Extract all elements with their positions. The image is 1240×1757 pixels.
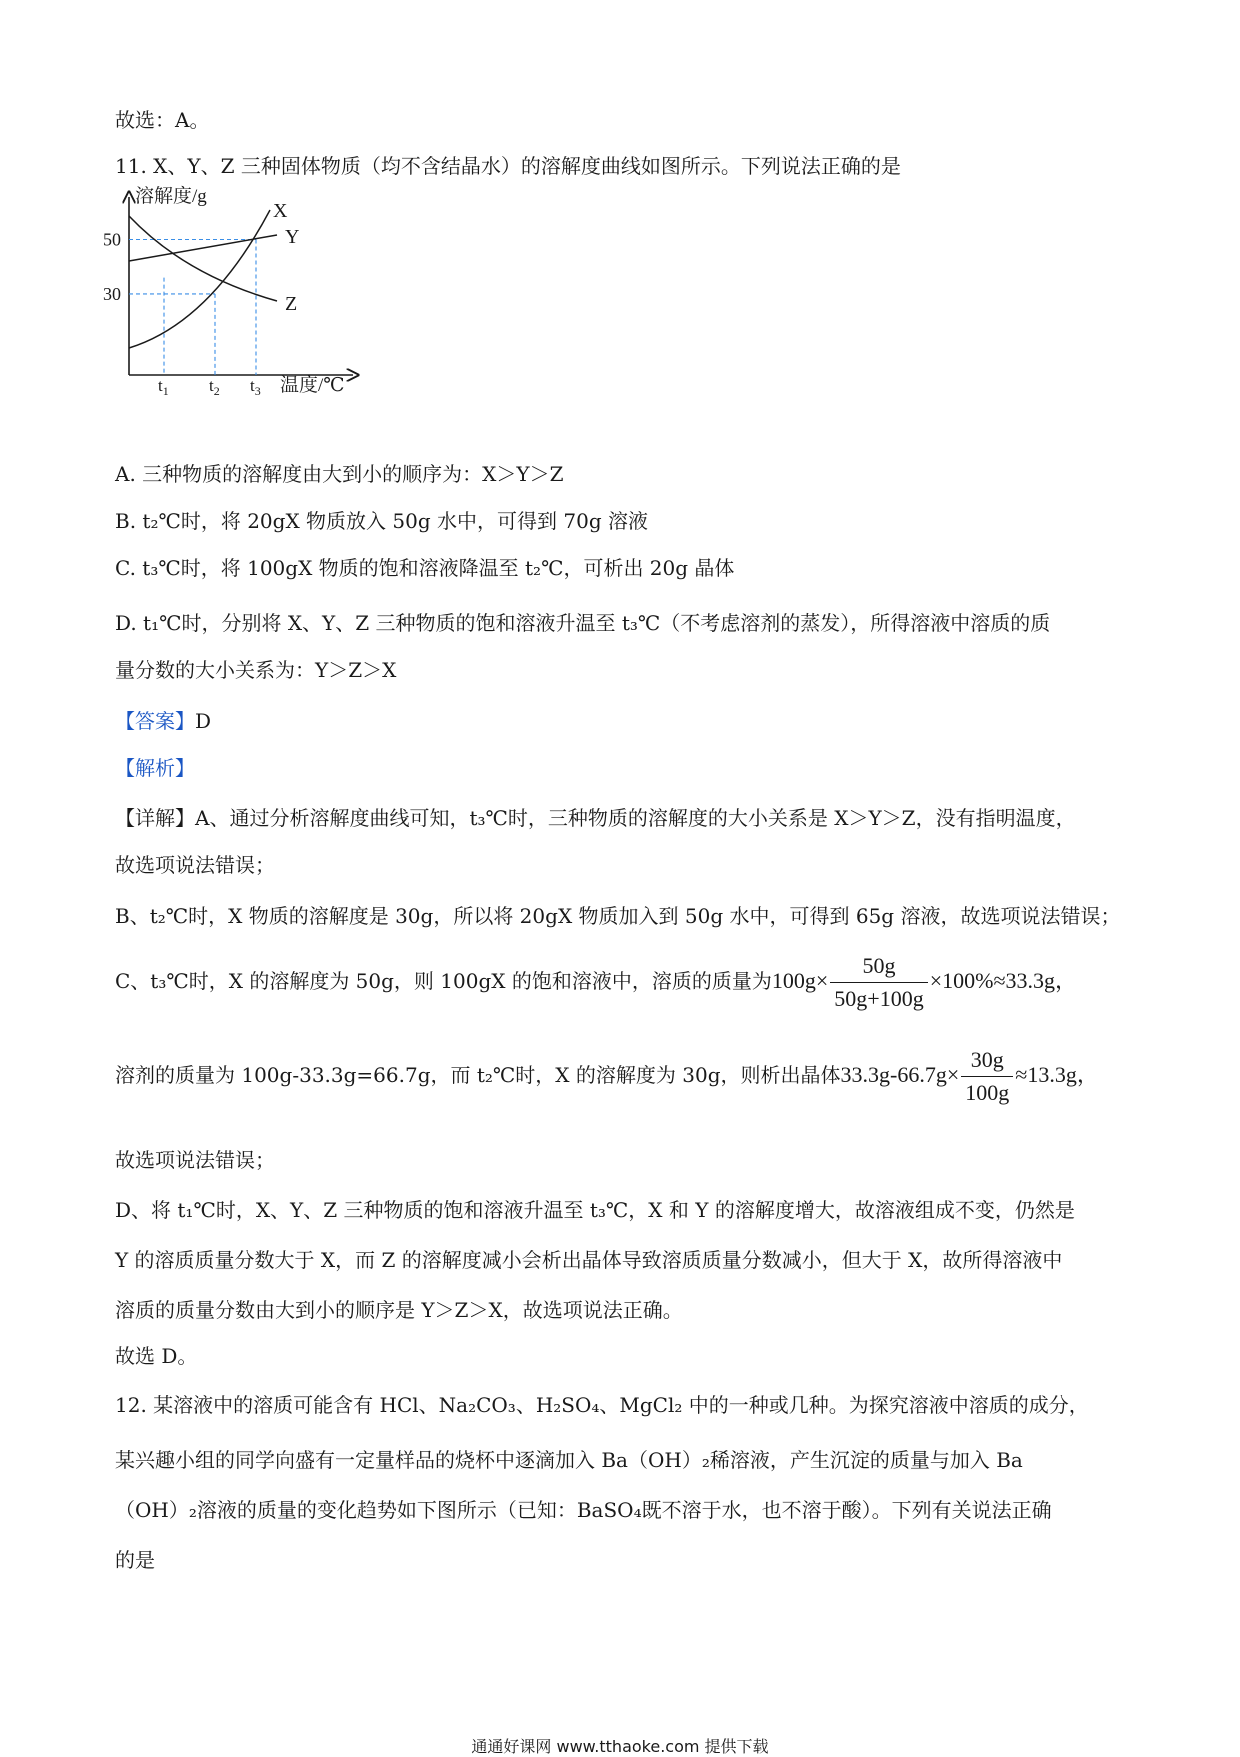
detail-b: B、t₂℃时，X 物质的溶解度是 30g，所以将 20gX 物质加入到 50g 水中，可得到 65g 溶液，故选项说法错误；: [115, 904, 1121, 928]
q11-option-c: C. t₃℃时，将 100gX 物质的饱和溶液降温至 t₂℃，可析出 20g 晶体: [115, 556, 735, 580]
analysis-label-text: 【解析】: [115, 756, 195, 780]
detail-c1-denominator: 50g+100g: [834, 986, 924, 1011]
curve-label-y: Y: [285, 226, 300, 248]
q11-option-b: B. t₂℃时，将 20gX 物质放入 50g 水中，可得到 70g 溶液: [115, 509, 648, 533]
curve-label-z: Z: [285, 293, 298, 315]
q11-stem: 11. X、Y、Z 三种固体物质（均不含结晶水）的溶解度曲线如图所示。下列说法正确的是: [115, 154, 901, 178]
answer-label: 【答案】: [115, 709, 195, 733]
detail-d-line4: 故选 D。: [115, 1344, 198, 1368]
curve-x: [129, 210, 270, 348]
y-axis-label: 溶解度/g: [135, 186, 207, 207]
curve-label-x: X: [273, 200, 288, 222]
detail-c2-left: 33.3g-66.7g×: [840, 1062, 960, 1087]
x-tick-t2: $t_2$: [209, 376, 220, 398]
answer-value: D: [195, 709, 212, 733]
footer: 通通好课网 www.tthaoke.com 提供下载: [471, 1737, 769, 1756]
q11-option-a: A. 三种物质的溶解度由大到小的顺序为：X＞Y＞Z: [115, 462, 564, 486]
x-tick-t3: $t_3$: [250, 376, 261, 398]
detail-c2-denominator: 100g: [965, 1080, 1010, 1105]
q12-line3: （OH）₂溶液的质量的变化趋势如下图所示（已知：BaSO₄既不溶于水，也不溶于酸）。下列有关说法正确: [115, 1498, 1052, 1522]
x-axis-label: 温度/℃: [280, 375, 345, 396]
q12-line4: 的是: [115, 1548, 155, 1572]
previous-answer: 故选：A。: [115, 108, 210, 132]
y-tick-30: 30: [103, 283, 121, 304]
detail-c1-right: ×100%≈33.3g，: [929, 968, 1078, 993]
y-tick-50: 50: [103, 229, 121, 250]
detail-c1-numerator: 50g: [830, 953, 927, 983]
answer-line: [115, 708, 211, 734]
detail-c-line2: [115, 1047, 1099, 1106]
detail-c2-numerator: 30g: [961, 1047, 1013, 1077]
detail-c2-right: ≈13.3g，: [1015, 1062, 1099, 1087]
detail-d-line1: D、将 t₁℃时，X、Y、Z 三种物质的饱和溶液升温至 t₃℃，X 和 Y 的溶解度增大，故溶液组成不变，仍然是: [115, 1198, 1075, 1222]
detail-c-line1: [115, 953, 1077, 1012]
curve-y: [129, 235, 277, 261]
detail-d-line3: 溶质的质量分数由大到小的顺序是 Y＞Z＞X，故选项说法正确。: [115, 1298, 683, 1322]
q12-line1: 12. 某溶液中的溶质可能含有 HCl、Na₂CO₃、H₂SO₄、MgCl₂ 中的一种或几种。为探究溶液中溶质的成分，: [115, 1393, 1089, 1417]
detail-c-line3: 故选项说法错误；: [115, 1148, 275, 1172]
detail-c2-fraction: [961, 1047, 1013, 1106]
q11-option-d-line1: D. t₁℃时，分别将 X、Y、Z 三种物质的饱和溶液升温至 t₃℃（不考虑溶剂的蒸发），所得溶液中溶质的质: [115, 611, 1051, 635]
q11-option-d-line2: 量分数的大小关系为：Y＞Z＞X: [115, 658, 397, 682]
detail-c2-text: 溶剂的质量为 100g-33.3g=66.7g，而 t₂℃时，X 的溶解度为 30g，则析出晶体: [115, 1063, 841, 1087]
detail-d-line2: Y 的溶质质量分数大于 X，而 Z 的溶解度减小会析出晶体导致溶质质量分数减小，但大于 X，故所得溶液中: [115, 1248, 1063, 1272]
detail-c1-left: 100g×: [771, 968, 829, 993]
q12-line2: 某兴趣小组的同学向盛有一定量样品的烧杯中逐滴加入 Ba（OH）₂稀溶液，产生沉淀的质量与加入 Ba: [115, 1448, 1023, 1472]
detail-a-line1: 【详解】A、通过分析溶解度曲线可知，t₃℃时，三种物质的溶解度的大小关系是 X＞Y＞Z，没有指明温度，: [115, 806, 1076, 830]
detail-c1-text: C、t₃℃时，X 的溶解度为 50g，则 100gX 的饱和溶液中，溶质的质量为: [115, 969, 772, 993]
solubility-chart: [103, 186, 355, 398]
analysis-label: [115, 755, 195, 781]
x-tick-t1: $t_1$: [158, 376, 169, 398]
curve-z: [129, 216, 277, 301]
detail-a-line2: 故选项说法错误；: [115, 853, 275, 877]
detail-c1-fraction: [830, 953, 927, 1012]
